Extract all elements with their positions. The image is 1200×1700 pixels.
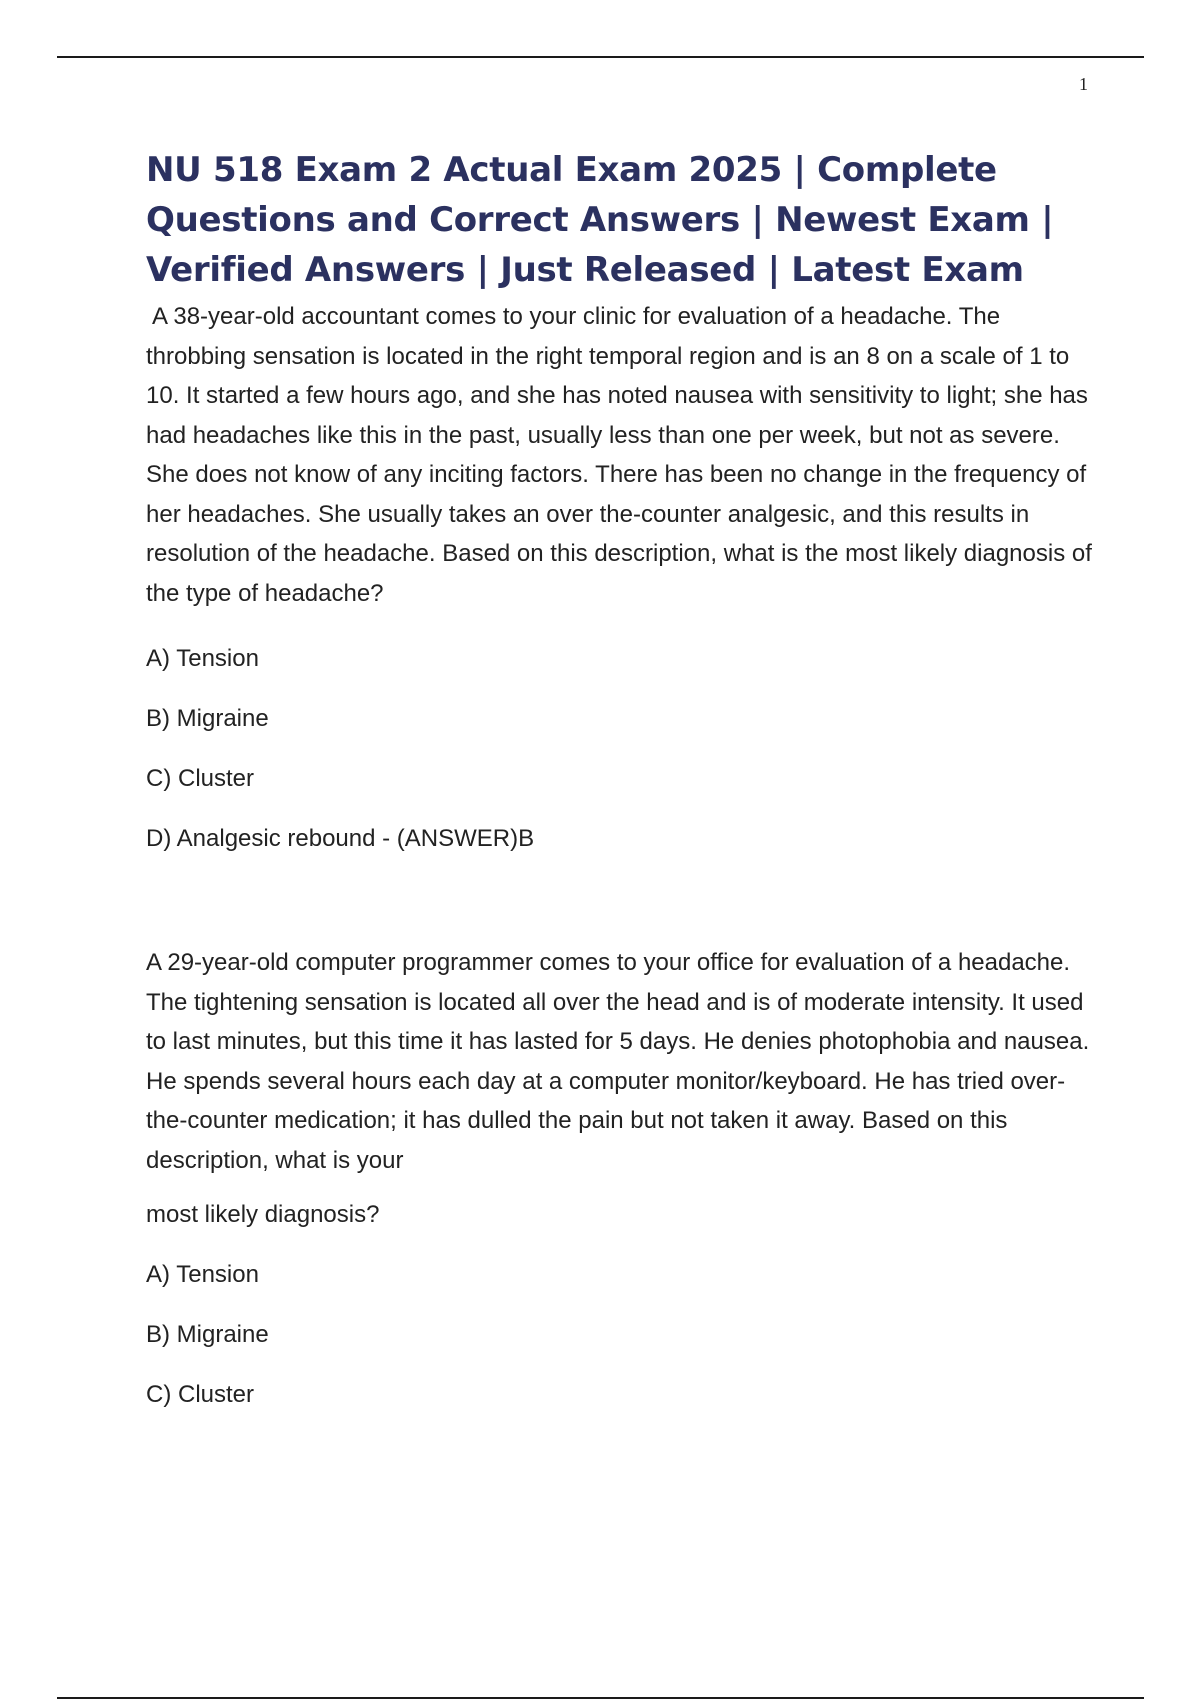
question-1-option-b: B) Migraine [146, 705, 269, 732]
question-2 [146, 943, 1096, 1410]
page-number: 1 [1079, 74, 1088, 94]
question-1-options [146, 644, 1096, 854]
question-1-text: A 38-year-old accountant comes to your clinic for evaluation of a headache. The throbbing sensation is located in the right temporal region and is an 8 on a scale of 1 to 10. It started a few hours ago, and she has noted nausea with sensitivity to light; she has had headaches like this in the past, usually less than one per week, but not as severe. She does not know of any inciting factors. There has been no change in the frequency of her headaches. She usually takes an over the-counter analgesic, and this results in resolution of the headache. Based on this description, what is the most likely diagnosis of the type of headache? [146, 303, 1092, 607]
question-2-option-a: A) Tension [146, 1261, 259, 1288]
question-2-options [146, 1260, 1096, 1410]
question-2-option-c: C) Cluster [146, 1381, 255, 1408]
footer-rule [57, 1697, 1144, 1699]
question-2-text: A 29-year-old computer programmer comes to your office for evaluation of a headache. The tightening sensation is located all over the head and is of moderate intensity. It used to last minutes, but this time it has lasted for 5 days. He denies photophobia and nausea. He spends several hours each day at a computer monitor/keyboard. He has tried over-the-counter medication; it has dulled the pain but not taken it away. Based on this description, what is your [146, 949, 1090, 1174]
question-1-option-d-with-answer: D) Analgesic rebound - (ANSWER)B [146, 825, 535, 852]
question-1 [146, 297, 1096, 854]
question-2-text-continued: most likely diagnosis? [146, 1201, 380, 1228]
question-1-option-a: A) Tension [146, 645, 259, 672]
page-content [146, 145, 1096, 1440]
question-2-option-b: B) Migraine [146, 1321, 269, 1348]
question-1-option-c: C) Cluster [146, 765, 255, 792]
document-title: NU 518 Exam 2 Actual Exam 2025 | Complete Questions and Correct Answers | Newest Exam | Verified Answers | Just Released | Latest Exam [146, 150, 1054, 290]
header-rule [57, 56, 1144, 58]
